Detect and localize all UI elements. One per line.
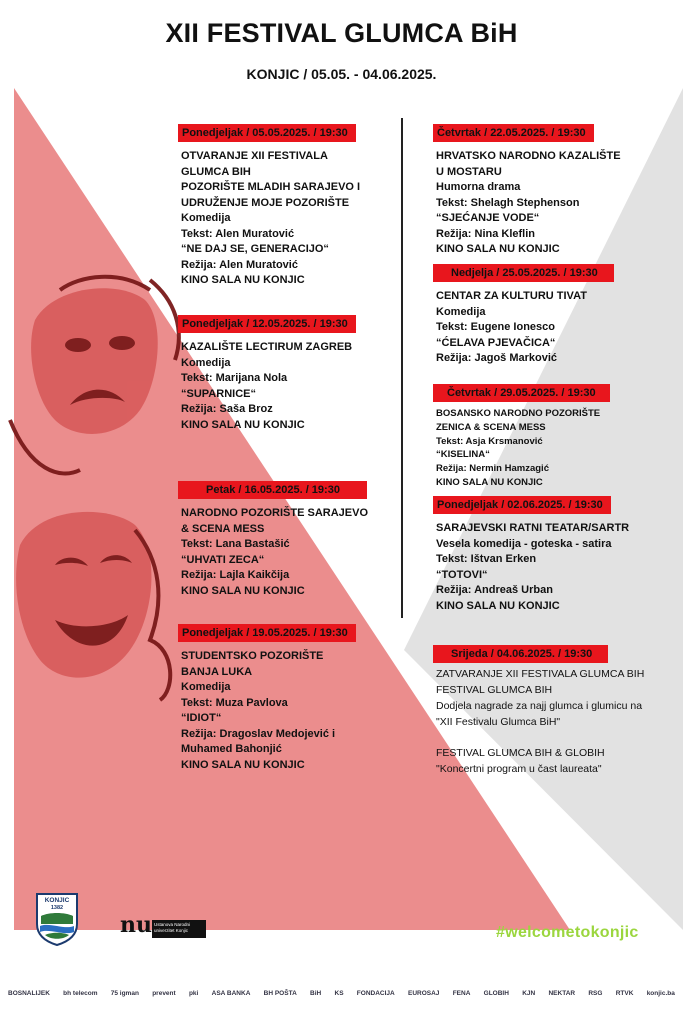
event-line: “KISELINA“ [436, 449, 490, 461]
sponsor-logo: RTVK [615, 989, 634, 997]
column-divider [401, 118, 403, 618]
hashtag: #welcometokonjic [496, 924, 639, 941]
event-date-header: Četvrtak / 29.05.2025. / 19:30 [433, 384, 610, 402]
event-line: "XII Festivalu Glumca BiH" [436, 716, 561, 728]
nu-institution-text: Ustanova Narodni univerzitet Konjic [152, 920, 206, 938]
event-line: Režija: Alen Muratović [181, 258, 298, 271]
event-line: Komedija [181, 681, 231, 693]
event-line: Dodjela nagrade za najj glumca i glumicu na [436, 700, 643, 712]
event-line [436, 730, 644, 745]
event-date-header: Nedjelja / 25.05.2025. / 19:30 [433, 264, 614, 282]
event-date-header: Ponedjeljak / 05.05.2025. / 19:30 [178, 124, 356, 142]
sponsor-logo: pki [188, 989, 199, 997]
event-date-header: Ponedjeljak / 19.05.2025. / 19:30 [178, 624, 356, 642]
event-block-16-05 [178, 480, 368, 599]
event-line: Tekst: Marijana Nola [181, 372, 288, 384]
event-block-12-05 [178, 314, 356, 433]
event-block-02-06 [433, 495, 629, 614]
event-line: Tekst: Lana Bastašić [181, 538, 290, 550]
sponsor-logo: KS [334, 989, 344, 997]
sponsor-logo: GLOBIH [483, 989, 509, 997]
event-line: Režija: Nina Kleflin [436, 227, 536, 240]
event-line: POZORIŠTE MLADIH SARAJEVO I [181, 181, 361, 193]
event-line: Komedija [436, 305, 486, 318]
event-line: OTVARANJE XII FESTIVALA [181, 150, 328, 162]
event-line: FESTIVAL GLUMCA BIH & GLOBIH [436, 747, 605, 759]
sponsor-logo: BH POŠTA [263, 989, 297, 997]
event-line: STUDENTSKO POZORIŠTE [181, 650, 324, 662]
sponsor-logo: RSG [588, 989, 603, 997]
event-line: & SCENA MESS [181, 522, 265, 535]
sponsor-logo: FONDACIJA [356, 989, 395, 997]
narodni-univerzitet-logo [120, 912, 206, 942]
event-date-header: Petak / 16.05.2025. / 19:30 [178, 481, 367, 499]
event-block-25-05 [433, 263, 614, 367]
poster-title: XII FESTIVAL GLUMCA BiH [165, 18, 518, 48]
event-line: HRVATSKO NARODNO KAZALIŠTE [436, 150, 621, 162]
event-line: NARODNO POZORIŠTE SARAJEVO [181, 507, 369, 519]
event-block-05-05 [178, 123, 360, 289]
sponsor-logo: BOSNALIJEK [8, 989, 50, 997]
event-line: “ĆELAVA PJEVAČICA“ [436, 336, 556, 349]
event-line: ZATVARANJE XII FESTIVALA GLUMCA BIH [436, 668, 645, 680]
event-date-header: Srijeda / 04.06.2025. / 19:30 [433, 645, 608, 663]
event-line: Humorna drama [436, 181, 521, 193]
event-line: Vesela komedija - goteska - satira [436, 537, 612, 550]
event-line: Režija: Lajla Kaikčija [181, 569, 290, 581]
event-line: Tekst: Muza Pavlova [181, 696, 288, 709]
sponsor-logo: prevent [152, 989, 176, 997]
event-block-29-05 [433, 383, 610, 490]
event-line: ZENICA & SCENA MESS [436, 421, 546, 433]
event-line: KINO SALA NU KONJIC [181, 758, 305, 771]
event-line: KINO SALA NU KONJIC [181, 418, 305, 431]
poster-subtitle: KONJIC / 05.05. - 04.06.2025. [246, 66, 437, 82]
event-line: “NE DAJ SE, GENERACIJO“ [181, 243, 329, 255]
event-line: “SUPARNICE“ [181, 387, 256, 400]
event-line: Tekst: Eugene Ionesco [436, 321, 555, 333]
crest-label: KONJIC [44, 897, 70, 904]
event-line: KINO SALA NU KONJIC [436, 243, 560, 255]
event-line: UDRUŽENJE MOJE POZORIŠTE [181, 196, 350, 209]
event-line: KINO SALA NU KONJIC [181, 584, 305, 597]
sponsor-logo: BiH [310, 989, 322, 997]
event-line: BOSANSKO NARODNO POZORIŠTE [436, 408, 601, 419]
sponsor-logo: FENA [452, 989, 471, 997]
event-line: U MOSTARU [436, 165, 502, 178]
event-line: BANJA LUKA [181, 665, 253, 678]
event-line: Komedija [181, 356, 231, 369]
event-line: “TOTOVI“ [436, 568, 488, 581]
event-line: CENTAR ZA KULTURU TIVAT [436, 290, 587, 302]
konjic-crest-logo [33, 892, 81, 946]
sponsor-logo: NEKTAR [548, 989, 576, 997]
sponsor-logo: ASA BANKA [211, 989, 251, 997]
event-line: Tekst: Alen Muratović [181, 227, 295, 240]
event-line: Muhamed Bahonjić [181, 743, 282, 755]
event-line: “IDIOT“ [181, 712, 222, 724]
event-line: Režija: Dragoslav Medojević i [181, 727, 336, 740]
event-date-header: Četvrtak / 22.05.2025. / 19:30 [433, 124, 594, 142]
sponsor-logo: 75 igman [110, 989, 139, 997]
event-block-04-06 [433, 644, 644, 777]
event-date-header: Ponedjeljak / 12.05.2025. / 19:30 [178, 315, 356, 333]
event-line: SARAJEVSKI RATNI TEATAR/SARTR [436, 522, 630, 534]
event-line: KAZALIŠTE LECTIRUM ZAGREB [181, 341, 353, 353]
nu-mark: nu [120, 912, 152, 938]
event-line: Režija: Jagoš Marković [436, 352, 558, 364]
sponsor-logos-strip [8, 980, 675, 1006]
event-line: Režija: Nermin Hamzagić [436, 463, 549, 475]
event-line: KINO SALA NU KONJIC [181, 274, 305, 286]
event-line: KINO SALA NU KONJIC [436, 476, 543, 488]
event-line: GLUMCA BIH [181, 165, 251, 178]
event-block-22-05 [433, 123, 621, 258]
event-line: "Koncertni program u čast laureata" [436, 763, 602, 775]
crest-year: 1382 [50, 905, 64, 911]
event-date-header: Ponedjeljak / 02.06.2025. / 19:30 [433, 496, 611, 514]
event-line: “UHVATI ZECA“ [181, 553, 265, 566]
event-line: Komedija [181, 212, 231, 224]
event-line: Tekst: Shelagh Stephenson [436, 196, 580, 209]
sponsor-logo: KJN [522, 989, 536, 997]
event-line: Tekst: Asja Krsmanović [436, 435, 543, 447]
sponsor-logo: EUROSAJ [407, 989, 440, 997]
sponsor-logo: bh telecom [63, 989, 98, 997]
event-line: KINO SALA NU KONJIC [436, 599, 560, 612]
event-line: Režija: Andreaš Urban [436, 584, 553, 596]
event-line: Režija: Saša Broz [181, 403, 273, 415]
event-block-19-05 [178, 623, 356, 773]
event-line: Tekst: Ištvan Erken [436, 553, 537, 565]
event-line: “SJEĆANJE VODE“ [436, 212, 540, 224]
sponsor-logo: konjic.ba [646, 989, 675, 997]
event-line: FESTIVAL GLUMCA BIH [436, 684, 553, 696]
